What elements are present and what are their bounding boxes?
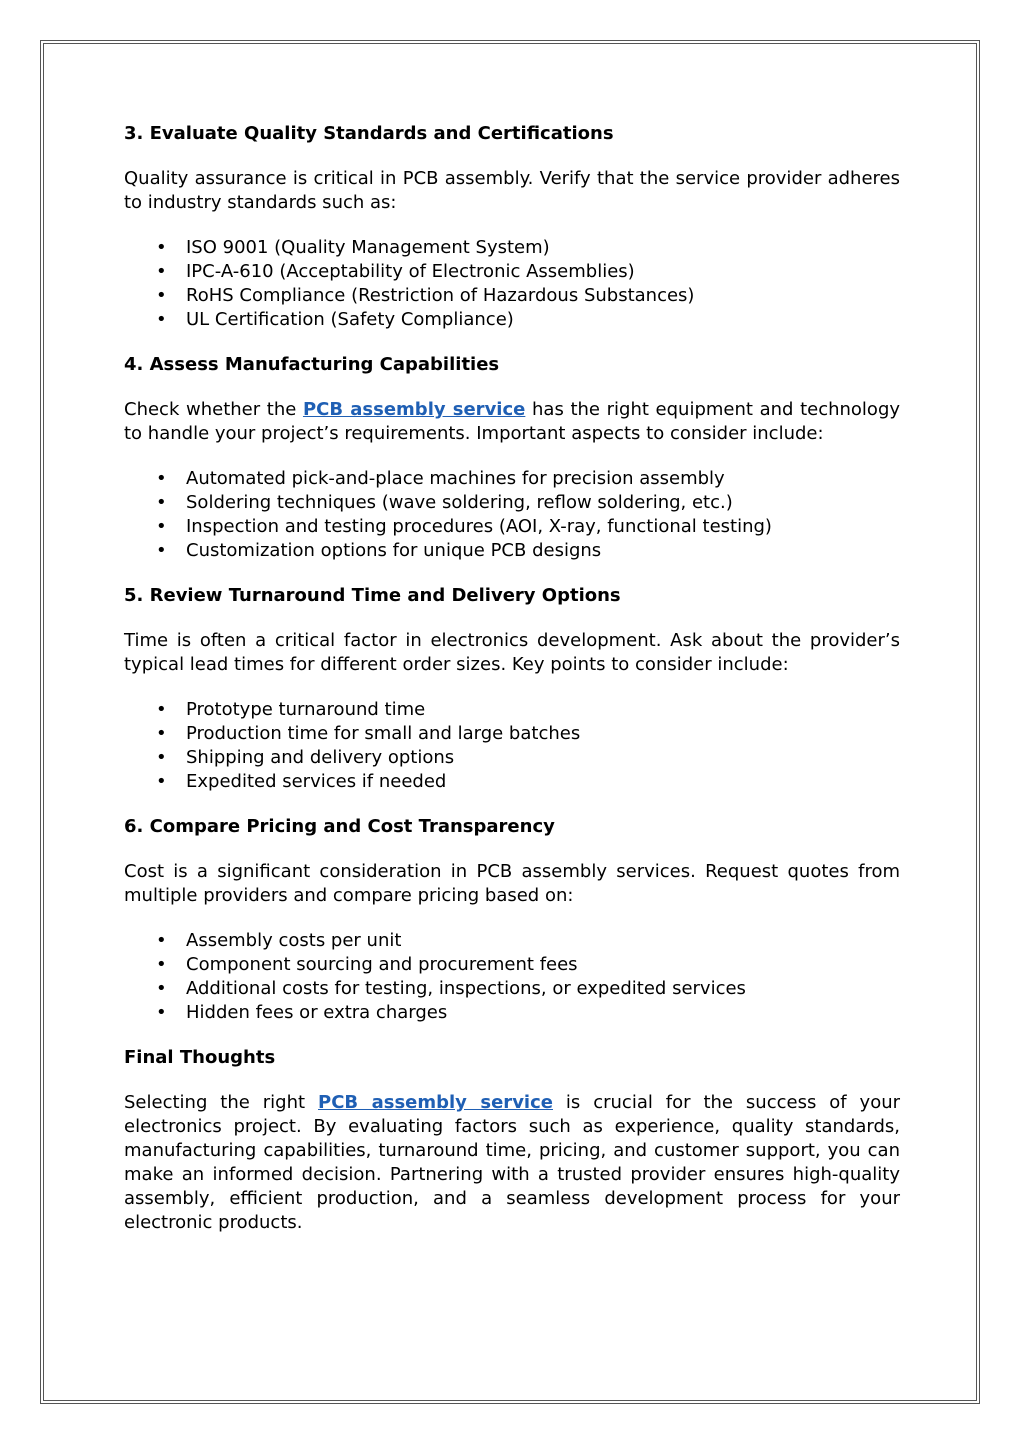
intro-text: Check whether the <box>124 399 297 420</box>
list-item: • Soldering techniques (wave soldering, reflow soldering, etc.) <box>186 491 900 515</box>
section-heading: Final Thoughts <box>124 1047 276 1068</box>
section-quality-standards <box>124 122 900 332</box>
section-heading: 4. Assess Manufacturing Capabilities <box>124 354 500 375</box>
body-text: Selecting the right <box>124 1092 306 1113</box>
section-intro <box>124 398 900 446</box>
section-manufacturing-capabilities <box>124 353 900 563</box>
bullet-list <box>124 236 900 332</box>
section-intro: Cost is a significant consideration in PCB assembly services. Request quotes from multiple providers and compare pricing based on: <box>124 861 900 906</box>
list-item: • UL Certification (Safety Compliance) <box>186 308 900 332</box>
bullet-list <box>124 929 900 1025</box>
list-item: • ISO 9001 (Quality Management System) <box>186 236 900 260</box>
intro-text: has the right equipment and technology to handle your project’s requirements. Important aspects to consider include: <box>124 399 901 444</box>
list-item: • Prototype turnaround time <box>186 698 900 722</box>
section-pricing <box>124 815 900 1025</box>
list-item: • Hidden fees or extra charges <box>186 1001 900 1025</box>
section-heading: 5. Review Turnaround Time and Delivery Options <box>124 585 621 606</box>
list-item: • Automated pick-and-place machines for precision assembly <box>186 467 900 491</box>
document-body <box>124 122 900 1256</box>
body-text: is crucial for the success of your electronics project. By evaluating factors such as experience, quality standards, manufacturing capabilities, turnaround time, pricing, and customer support, you can make an informed decision. Partnering with a trusted provider ensures high-quality assembly, efficient production, and a seamless development process for your electronic products. <box>124 1092 901 1233</box>
list-item: • Production time for small and large batches <box>186 722 900 746</box>
list-item: • Component sourcing and procurement fees <box>186 953 900 977</box>
bullet-list <box>124 698 900 794</box>
bullet-list <box>124 467 900 563</box>
list-item: • Inspection and testing procedures (AOI, X-ray, functional testing) <box>186 515 900 539</box>
pcb-assembly-service-link[interactable]: PCB assembly service <box>318 1092 553 1113</box>
list-item: • Customization options for unique PCB designs <box>186 539 900 563</box>
section-final-thoughts <box>124 1046 900 1235</box>
section-body <box>124 1091 900 1235</box>
pcb-assembly-service-link[interactable]: PCB assembly service <box>302 399 526 420</box>
list-item: • IPC-A-610 (Acceptability of Electronic Assemblies) <box>186 260 900 284</box>
section-intro: Quality assurance is critical in PCB assembly. Verify that the service provider adheres to industry standards such as: <box>124 168 900 213</box>
section-heading: 6. Compare Pricing and Cost Transparency <box>124 816 555 837</box>
list-item: • Expedited services if needed <box>186 770 900 794</box>
list-item: • RoHS Compliance (Restriction of Hazardous Substances) <box>186 284 900 308</box>
list-item: • Additional costs for testing, inspections, or expedited services <box>186 977 900 1001</box>
list-item: • Assembly costs per unit <box>186 929 900 953</box>
section-heading: 3. Evaluate Quality Standards and Certifications <box>124 123 614 144</box>
list-item: • Shipping and delivery options <box>186 746 900 770</box>
section-turnaround-time <box>124 584 900 794</box>
section-intro: Time is often a critical factor in electronics development. Ask about the provider’s typical lead times for different order sizes. Key points to consider include: <box>124 630 900 675</box>
